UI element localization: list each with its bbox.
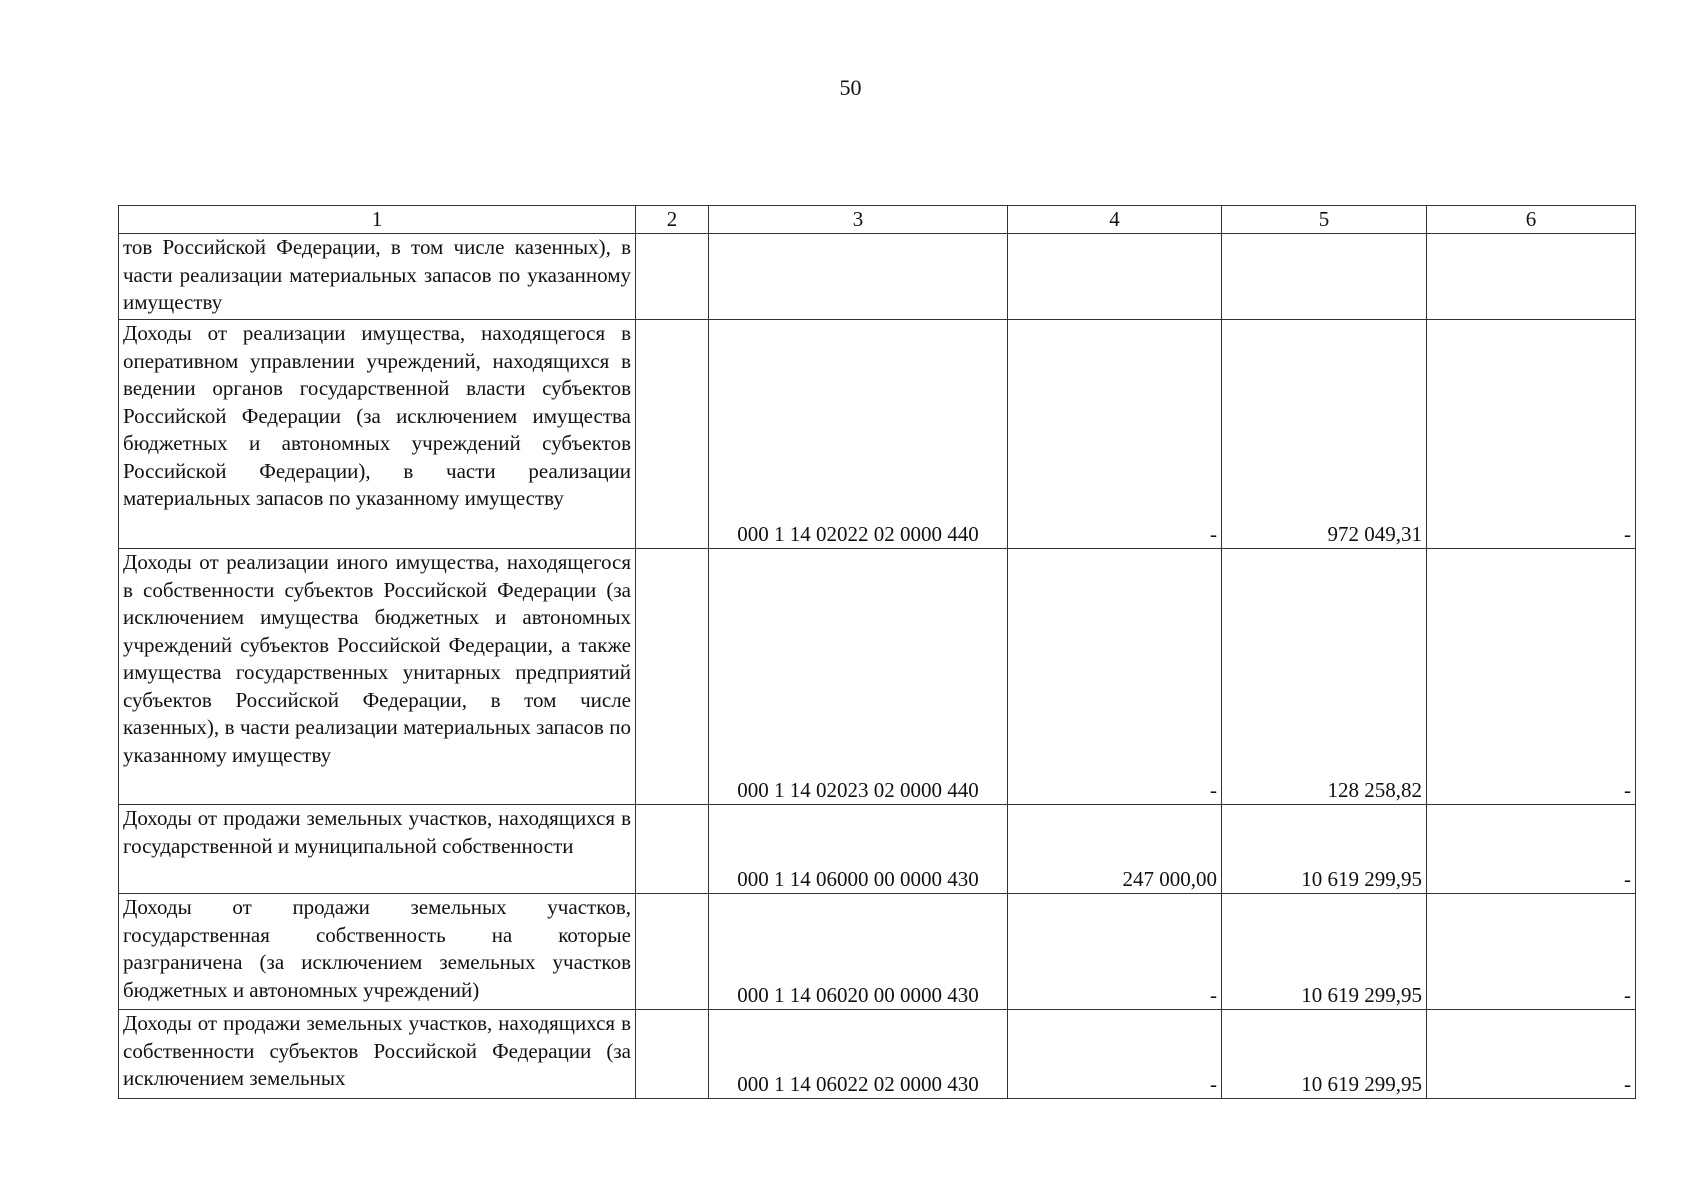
col6-value-cell: -: [1427, 805, 1636, 894]
budget-code-cell: 000 1 14 06020 00 0000 430: [709, 894, 1008, 1010]
budget-code-cell: 000 1 14 02022 02 0000 440: [709, 320, 1008, 549]
column-header-2: 2: [636, 206, 709, 234]
row-name-cell: Доходы от реализации имущества, находящегося в оперативном управлении учреждений, находящихся в ведении органов государственной власти субъектов Российской Федерации (за исключением имущества бюджетных и автономных учреждений субъектов Российской Федерации), в части реализации материальных запасов по указанному имуществу: [119, 320, 636, 549]
col4-value-cell: -: [1008, 320, 1222, 549]
col5-value-cell: 128 258,82: [1222, 549, 1427, 805]
table-row: [119, 549, 1636, 805]
col2-cell: [636, 549, 709, 805]
row-name-cell: Доходы от продажи земельных участков, государственная собственность на которые разграничена (за исключением земельных участков бюджетных и автономных учреждений): [119, 894, 636, 1010]
budget-code-cell: 000 1 14 02023 02 0000 440: [709, 549, 1008, 805]
col4-value-cell: 247 000,00: [1008, 805, 1222, 894]
budget-code-cell: [709, 234, 1008, 320]
col6-value-cell: -: [1427, 1010, 1636, 1099]
column-header-3: 3: [709, 206, 1008, 234]
col2-cell: [636, 320, 709, 549]
row-name-cell: Доходы от продажи земельных участков, находящихся в государственной и муниципальной собственности: [119, 805, 636, 894]
col5-value-cell: 10 619 299,95: [1222, 1010, 1427, 1099]
col6-value-cell: -: [1427, 894, 1636, 1010]
table-row: [119, 1010, 1636, 1099]
col2-cell: [636, 1010, 709, 1099]
col6-value-cell: -: [1427, 549, 1636, 805]
revenue-table: [118, 205, 1636, 1099]
row-name-cell: Доходы от реализации иного имущества, находящегося в собственности субъектов Российской Федерации (за исключением имущества бюджетных и автономных учреждений субъектов Российской Федерации, а также имущества государственных унитарных предприятий субъектов Российской Федерации, в том числе казенных), в части реализации материальных запасов по указанному имуществу: [119, 549, 636, 805]
table-row: [119, 805, 1636, 894]
col4-value-cell: -: [1008, 1010, 1222, 1099]
col2-cell: [636, 234, 709, 320]
budget-code-cell: 000 1 14 06022 02 0000 430: [709, 1010, 1008, 1099]
column-header-1: 1: [119, 206, 636, 234]
table-header-row: [119, 206, 1636, 234]
table-row: [119, 234, 1636, 320]
row-name-cell: тов Российской Федерации, в том числе казенных), в части реализации материальных запасов по указанному имуществу: [119, 234, 636, 320]
col6-value-cell: [1427, 234, 1636, 320]
col2-cell: [636, 894, 709, 1010]
column-header-4: 4: [1008, 206, 1222, 234]
col4-value-cell: -: [1008, 894, 1222, 1010]
col5-value-cell: 10 619 299,95: [1222, 805, 1427, 894]
table-row: [119, 894, 1636, 1010]
budget-code-cell: 000 1 14 06000 00 0000 430: [709, 805, 1008, 894]
page-number: 50: [839, 75, 862, 100]
col5-value-cell: 972 049,31: [1222, 320, 1427, 549]
col5-value-cell: [1222, 234, 1427, 320]
col5-value-cell: 10 619 299,95: [1222, 894, 1427, 1010]
row-name-cell: Доходы от продажи земельных участков, находящихся в собственности субъектов Российской Федерации (за исключением земельных: [119, 1010, 636, 1099]
col4-value-cell: -: [1008, 549, 1222, 805]
col6-value-cell: -: [1427, 320, 1636, 549]
column-header-5: 5: [1222, 206, 1427, 234]
table-row: [119, 320, 1636, 549]
col4-value-cell: [1008, 234, 1222, 320]
column-header-6: 6: [1427, 206, 1636, 234]
col2-cell: [636, 805, 709, 894]
